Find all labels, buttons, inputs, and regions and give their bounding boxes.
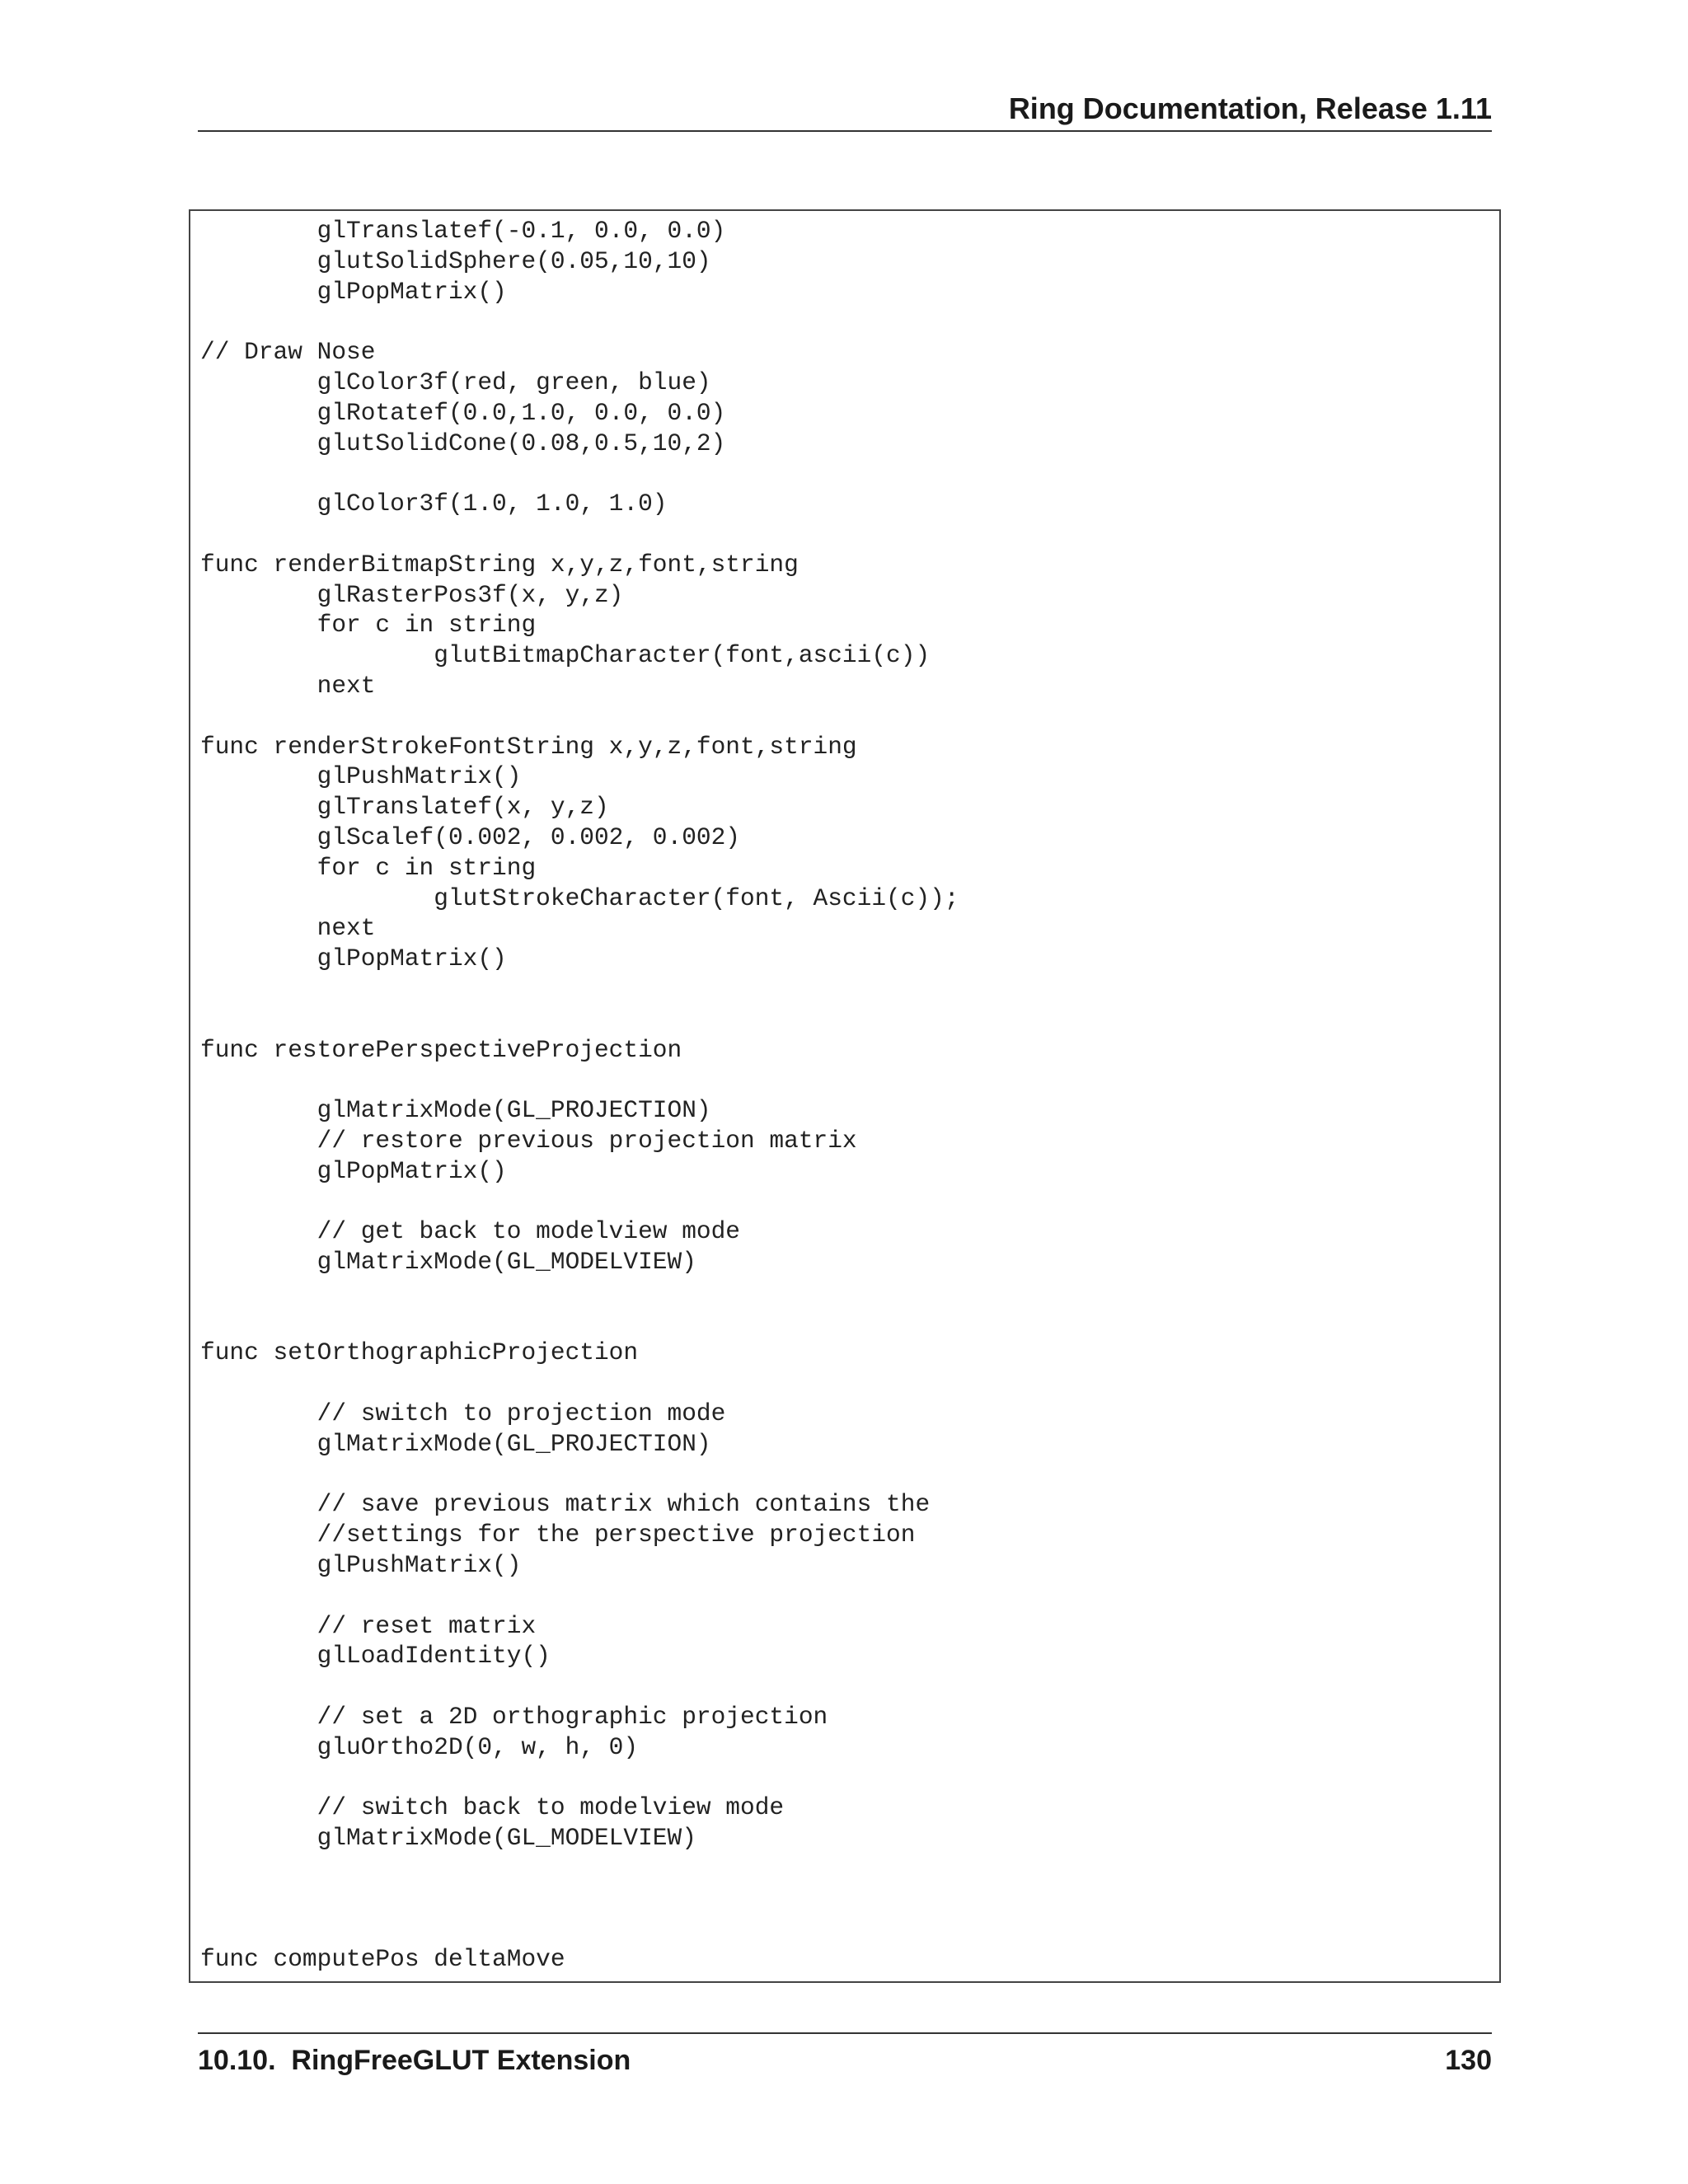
code-line: glPopMatrix() [200,1156,507,1185]
code-line [200,1915,959,1945]
code-line: // Draw Nose [200,338,376,367]
document-title: Ring Documentation, Release 1.11 [1008,91,1492,125]
code-line [200,458,959,489]
page-footer [198,2032,1492,2083]
code-line [200,519,959,550]
code-line: for c in string [200,611,537,640]
code-line [200,1763,959,1793]
code-line: glScalef(0.002, 0.002, 0.002) [200,823,741,851]
code-line: func renderStrokeFontString x,y,z,font,string [200,732,857,761]
code-block [189,209,1501,1983]
code-line [200,307,959,337]
code-line: glMatrixMode(GL_PROJECTION) [200,1429,711,1458]
code-line [200,1065,959,1095]
code-line: glLoadIdentity() [200,1642,551,1671]
code-line: glPushMatrix() [200,762,522,791]
code-line: glRasterPos3f(x, y,z) [200,580,624,609]
page-header [198,89,1492,132]
code-line: glRotatef(0.0,1.0, 0.0, 0.0) [200,398,726,427]
code-line: glPopMatrix() [200,277,507,306]
code-line: glutStrokeCharacter(font, Ascii(c)); [200,883,959,912]
code-line: for c in string [200,853,537,882]
code-line [200,974,959,1005]
code-line: // restore previous projection matrix [200,1126,857,1155]
code-line [200,1368,959,1399]
code-line [200,1005,959,1035]
section-title: 10.10. RingFreeGLUT Extension [198,2045,631,2076]
code-line: gluOrtho2D(0, w, h, 0) [200,1732,639,1761]
code-line [200,1581,959,1611]
code-line: // switch back to modelview mode [200,1793,785,1822]
code-line: glColor3f(red, green, blue) [200,368,711,396]
code-line: glMatrixMode(GL_PROJECTION) [200,1096,711,1125]
code-line: func setOrthographicProjection [200,1338,639,1367]
code-line: glColor3f(1.0, 1.0, 1.0) [200,490,668,518]
code-line: glPopMatrix() [200,944,507,973]
code-line: glutSolidCone(0.08,0.5,10,2) [200,429,726,457]
code-line [200,1854,959,1884]
code-line [200,701,959,732]
code-line [200,1460,959,1490]
code-line: glMatrixMode(GL_MODELVIEW) [200,1248,696,1277]
code-line: // reset matrix [200,1611,537,1640]
code-line: // set a 2D orthographic projection [200,1703,828,1732]
code-line: func computePos deltaMove [200,1945,565,1974]
code-line [200,1671,959,1702]
code-line [200,1308,959,1338]
code-line [200,1277,959,1308]
code-listing [200,216,959,1975]
code-line: glMatrixMode(GL_MODELVIEW) [200,1824,696,1853]
code-line [200,1187,959,1217]
code-line: glTranslatef(x, y,z) [200,793,609,822]
code-line: // save previous matrix which contains the [200,1490,931,1519]
code-line: glPushMatrix() [200,1551,522,1580]
code-line: //settings for the perspective projection [200,1521,916,1549]
code-line: glTranslatef(-0.1, 0.0, 0.0) [200,217,726,245]
code-line: // switch to projection mode [200,1399,726,1428]
code-line [200,1884,959,1915]
code-line: // get back to modelview mode [200,1217,741,1246]
page-number: 130 [1445,2045,1492,2076]
code-line: next [200,914,376,943]
code-line: glutSolidSphere(0.05,10,10) [200,246,711,275]
code-line: func renderBitmapString x,y,z,font,string [200,550,799,579]
code-line: glutBitmapCharacter(font,ascii(c)) [200,641,931,670]
code-line: func restorePerspectiveProjection [200,1035,682,1064]
code-line: next [200,671,376,700]
